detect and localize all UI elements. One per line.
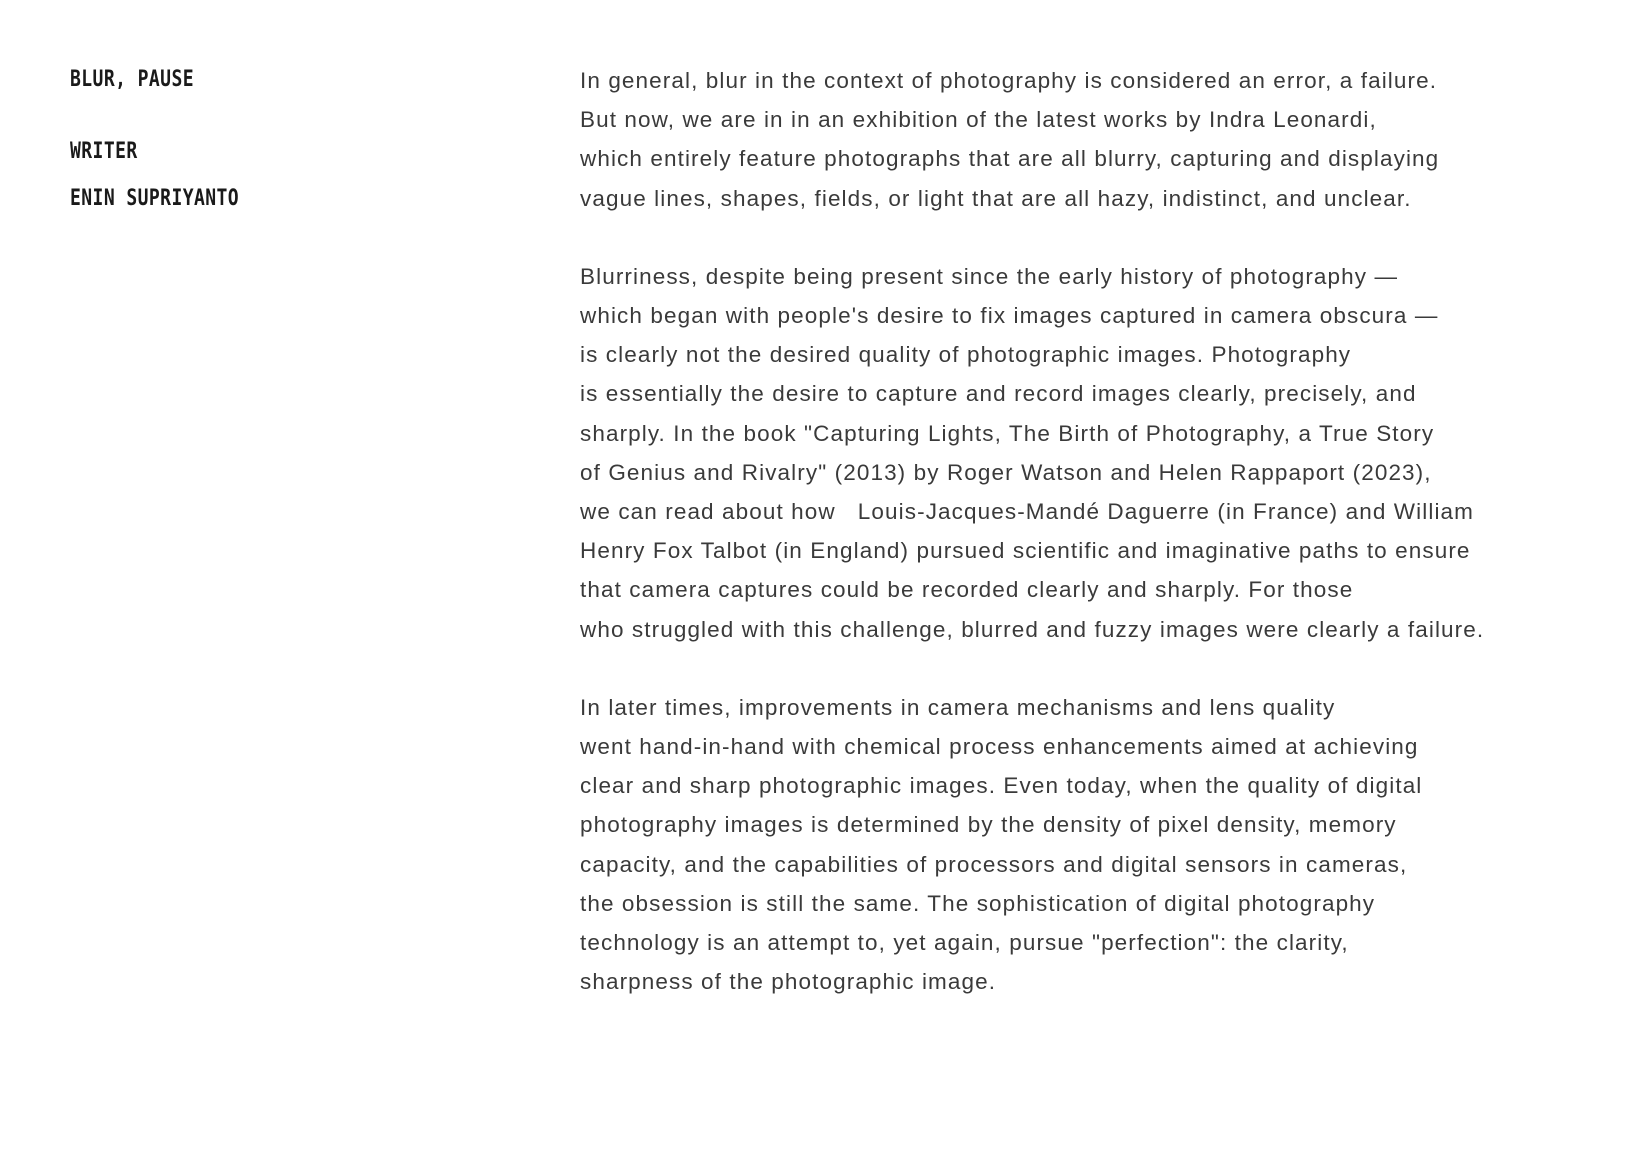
article-sidebar	[70, 62, 414, 222]
paragraph-line: sharply. In the book "Capturing Lights, The Birth of Photography, a True Story	[580, 420, 1435, 446]
paragraph-line: technology is an attempt to, yet again, pursue "perfection": the clarity,	[580, 930, 1349, 956]
paragraph-line: In later times, improvements in camera mechanisms and lens quality	[580, 694, 1336, 720]
paragraph-line: capacity, and the capabilities of processors and digital sensors in cameras,	[580, 851, 1408, 877]
paragraph-line: clear and sharp photographic images. Even today, when the quality of digital	[580, 773, 1423, 799]
paragraph-line: Blurriness, despite being present since the early history of photography —	[580, 263, 1399, 289]
paragraph-line: which entirely feature photographs that are all blurry, capturing and displaying	[580, 146, 1440, 172]
paragraph-line: is essentially the desire to capture and record images clearly, precisely, and	[580, 381, 1417, 407]
paragraph-line: who struggled with this challenge, blurred and fuzzy images were clearly a failure.	[580, 616, 1485, 642]
author-name: ENIN SUPRIYANTO	[70, 186, 240, 211]
paragraph-line: we can read about how Louis-Jacques-Mandé Daguerre (in France) and William	[580, 499, 1474, 525]
paragraph-line: the obsession is still the same. The sophistication of digital photography	[580, 890, 1376, 916]
paragraph-line: But now, we are in in an exhibition of the latest works by Indra Leonardi,	[580, 107, 1377, 133]
paragraph-line: went hand-in-hand with chemical process enhancements aimed at achieving	[580, 734, 1419, 760]
paragraph-line: is clearly not the desired quality of photographic images. Photography	[580, 342, 1352, 368]
paragraph-1	[580, 61, 1600, 218]
article-body	[580, 61, 1600, 1040]
paragraph-line: which began with people's desire to fix images captured in camera obscura —	[580, 303, 1439, 329]
paragraph-3	[580, 688, 1600, 1002]
writer-label: WRITER	[70, 139, 138, 164]
paragraph-line: vague lines, shapes, fields, or light that are all hazy, indistinct, and unclear.	[580, 185, 1412, 211]
paragraph-line: sharpness of the photographic image.	[580, 969, 997, 995]
paragraph-line: Henry Fox Talbot (in England) pursued scientific and imaginative paths to ensure	[580, 538, 1471, 564]
article-title: BLUR, PAUSE	[70, 67, 194, 92]
paragraph-line: of Genius and Rivalry" (2013) by Roger Watson and Helen Rappaport (2023),	[580, 459, 1432, 485]
paragraph-line: that camera captures could be recorded clearly and sharply. For those	[580, 577, 1354, 603]
paragraph-2	[580, 257, 1600, 649]
paragraph-line: photography images is determined by the density of pixel density, memory	[580, 812, 1397, 838]
paragraph-line: In general, blur in the context of photography is considered an error, a failure.	[580, 68, 1438, 93]
